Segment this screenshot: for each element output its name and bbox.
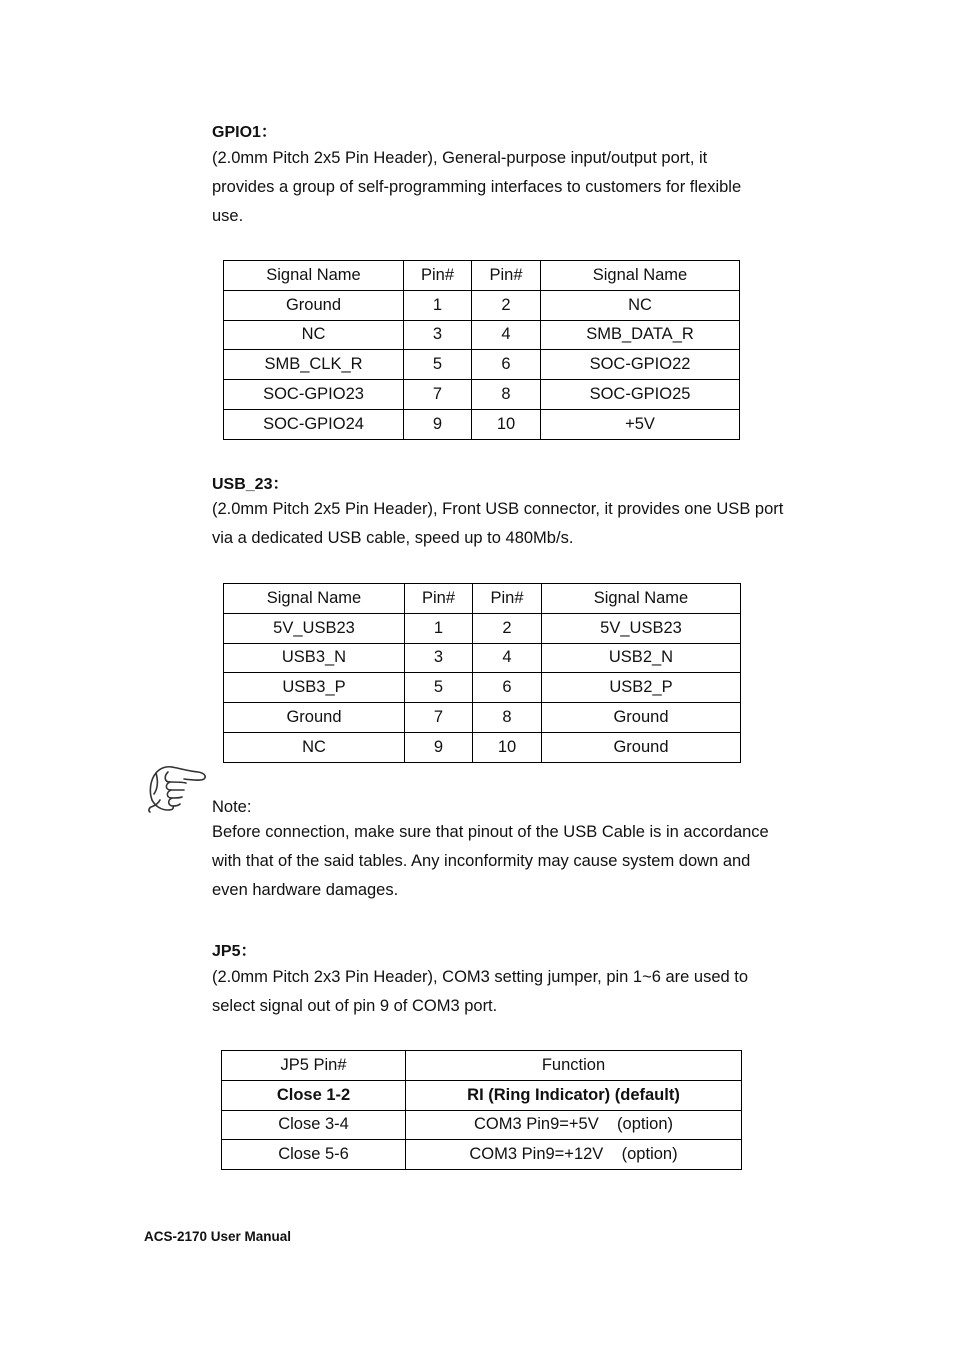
table-cell: 10: [473, 732, 542, 762]
table-cell: Close 1-2: [222, 1080, 406, 1110]
table-row: [224, 732, 741, 762]
table-cell: 4: [473, 643, 542, 673]
table-row: [224, 350, 740, 380]
table-cell: SMB_DATA_R: [541, 320, 740, 350]
table-row: [222, 1140, 742, 1170]
header-cell: Signal Name: [224, 261, 404, 291]
jp5-description: [212, 963, 822, 1021]
jp5-line: select signal out of pin 9 of COM3 port.: [212, 996, 498, 1015]
table-cell: 2: [472, 290, 541, 320]
table-cell: COM3 Pin9=+5V (option): [406, 1110, 742, 1140]
table-cell: 3: [405, 643, 473, 673]
usb23-line: via a dedicated USB cable, speed up to 480Mb/s.: [212, 528, 574, 547]
table-row: [224, 409, 740, 439]
table-cell: NC: [541, 290, 740, 320]
table-cell: NC: [224, 320, 404, 350]
table-cell: USB2_N: [542, 643, 741, 673]
jp5-heading: JP5：: [212, 943, 257, 960]
table-cell: Ground: [542, 703, 741, 733]
header-cell: JP5 Pin#: [222, 1051, 406, 1081]
table-cell: 9: [404, 409, 472, 439]
note-line: even hardware damages.: [212, 880, 399, 899]
jp5-jumper-table: [221, 1050, 742, 1170]
table-cell: SMB_CLK_R: [224, 350, 404, 380]
table-cell: SOC-GPIO24: [224, 409, 404, 439]
table-cell: 10: [472, 409, 541, 439]
table-cell: USB3_N: [224, 643, 405, 673]
table-cell: NC: [224, 732, 405, 762]
note-label: Note:: [212, 798, 252, 816]
table-cell: RI (Ring Indicator) (default): [406, 1080, 742, 1110]
table-cell: 5V_USB23: [542, 613, 741, 643]
table-cell: 3: [404, 320, 472, 350]
usb23-heading: USB_23：: [212, 476, 289, 493]
table-cell: 5: [405, 673, 473, 703]
gpio1-description: [212, 144, 822, 230]
table-cell: 1: [404, 290, 472, 320]
header-cell: Signal Name: [542, 584, 741, 614]
table-cell: Ground: [224, 290, 404, 320]
table-cell: 2: [473, 613, 542, 643]
table-row: [222, 1110, 742, 1140]
table-cell: 6: [472, 350, 541, 380]
table-cell: +5V: [541, 409, 740, 439]
note-line: with that of the said tables. Any inconformity may cause system down and: [212, 851, 751, 870]
header-cell: Pin#: [473, 584, 542, 614]
table-cell: 6: [473, 673, 542, 703]
gpio1-heading: GPIO1：: [212, 124, 277, 141]
table-cell: SOC-GPIO23: [224, 380, 404, 410]
table-cell: SOC-GPIO22: [541, 350, 740, 380]
header-cell: Pin#: [472, 261, 541, 291]
table-header-row: [224, 584, 741, 614]
table-row: [224, 320, 740, 350]
table-cell: 8: [472, 380, 541, 410]
table-row: [224, 643, 741, 673]
usb23-pin-table: [223, 583, 741, 763]
table-row: [224, 290, 740, 320]
jp5-line: (2.0mm Pitch 2x3 Pin Header), COM3 setting jumper, pin 1~6 are used to: [212, 968, 749, 986]
usb23-line: (2.0mm Pitch 2x5 Pin Header), Front USB connector, it provides one USB port: [212, 500, 784, 518]
header-cell: Signal Name: [541, 261, 740, 291]
table-cell: 5V_USB23: [224, 613, 405, 643]
table-cell: Close 3-4: [222, 1110, 406, 1140]
header-cell: Function: [406, 1051, 742, 1081]
gpio1-line: provides a group of self-programming interfaces to customers for flexible: [212, 177, 742, 196]
table-cell: Ground: [224, 703, 405, 733]
table-row: [224, 613, 741, 643]
usb23-description: [212, 495, 822, 553]
table-cell: 7: [405, 703, 473, 733]
table-row: [224, 703, 741, 733]
table-cell: COM3 Pin9=+12V (option): [406, 1140, 742, 1170]
table-cell: 5: [404, 350, 472, 380]
table-cell: 1: [405, 613, 473, 643]
table-cell: SOC-GPIO25: [541, 380, 740, 410]
gpio1-pin-table: [223, 260, 740, 440]
table-cell: USB2_P: [542, 673, 741, 703]
note-text: [212, 818, 822, 904]
header-cell: Pin#: [404, 261, 472, 291]
header-cell: Pin#: [405, 584, 473, 614]
gpio1-line: (2.0mm Pitch 2x5 Pin Header), General-purpose input/output port, it: [212, 149, 708, 167]
table-cell: Ground: [542, 732, 741, 762]
table-row: [224, 673, 741, 703]
gpio1-line: use.: [212, 206, 244, 225]
table-cell: 7: [404, 380, 472, 410]
table-cell: 9: [405, 732, 473, 762]
table-row-default: [222, 1080, 742, 1110]
table-cell: Close 5-6: [222, 1140, 406, 1170]
pointing-hand-icon: [146, 760, 210, 814]
header-cell: Signal Name: [224, 584, 405, 614]
page-footer: ACS-2170 User Manual: [144, 1229, 292, 1244]
table-header-row: [222, 1051, 742, 1081]
table-cell: 4: [472, 320, 541, 350]
table-header-row: [224, 261, 740, 291]
note-line: Before connection, make sure that pinout of the USB Cable is in accordance: [212, 823, 769, 841]
table-cell: USB3_P: [224, 673, 405, 703]
table-row: [224, 380, 740, 410]
table-cell: 8: [473, 703, 542, 733]
